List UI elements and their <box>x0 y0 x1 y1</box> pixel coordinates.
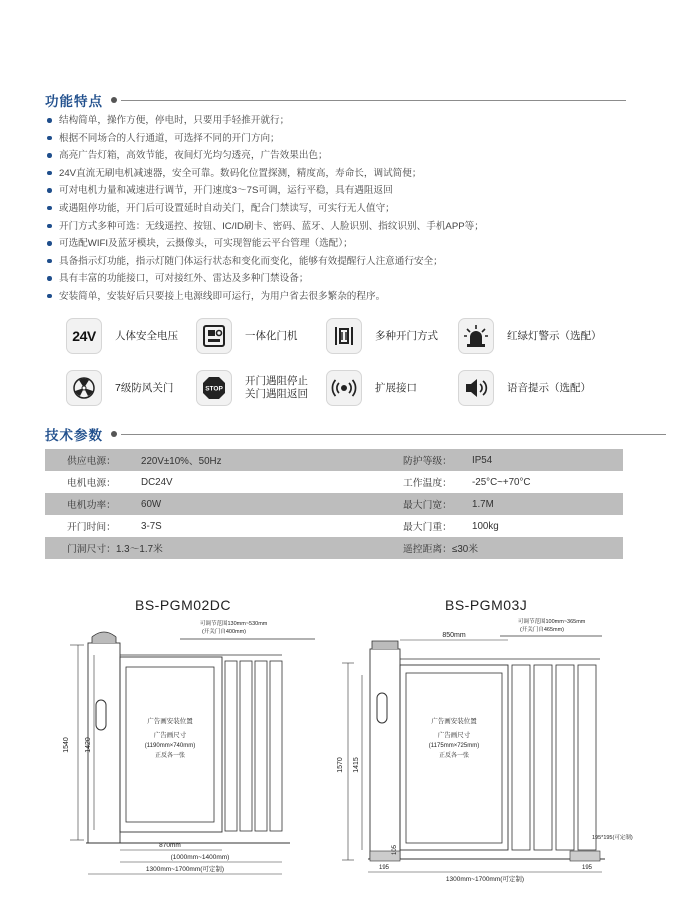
feature-item: 安装简单，安装好后只要接上电源线即可运行，为用户省去很多繁杂的程序。 <box>47 288 647 306</box>
dim-height-outer: 1570 <box>337 757 344 773</box>
svg-text:STOP: STOP <box>205 385 223 393</box>
feature-item: 可对电机力量和减速进行调节，开门速度3～7S可调，运行平稳，具有遇阻返回 <box>47 182 647 200</box>
door-opening-modes-icon <box>326 318 362 354</box>
dim-height-inner: 1415 <box>353 757 360 773</box>
warning-light-icon <box>458 318 494 354</box>
speaker-icon <box>458 370 494 406</box>
feature-label: 语音提示（选配） <box>507 381 591 394</box>
feature-label: 7级防风关门 <box>115 381 174 394</box>
feature-label: 扩展接口 <box>375 381 417 394</box>
feature-item: 具有丰富的功能接口，可对接红外、雷达及多种门禁设备； <box>47 270 647 288</box>
stop-sign-icon <box>196 370 232 406</box>
panel-line-2: 广告画尺寸 <box>153 732 187 739</box>
panel-line-3: (1190mm×740mm) <box>144 743 196 749</box>
model-title-left: BS-PGM02DC <box>135 597 232 613</box>
spec-value: 1.7M <box>472 498 494 510</box>
feature-item: 或遇阻停功能，开门后可设置延时自动关门，配合门禁读写，可实行无人值守； <box>47 200 647 218</box>
features-header <box>45 89 630 111</box>
feature-item: 根据不同场合的人行通道，可选择不同的开门方向； <box>47 130 647 148</box>
feature-speaker <box>458 368 591 408</box>
dim-total: 1300mm~1700mm(可定制) <box>145 866 225 873</box>
spec-row <box>45 449 623 471</box>
spec-label: 供应电源： <box>67 456 116 467</box>
feature-24v <box>66 316 178 356</box>
panel-line-4: 正反各一张 <box>154 753 186 759</box>
spec-value: DC24V <box>141 476 173 488</box>
spec-value: -25°C~+70°C <box>472 476 531 488</box>
spec-label: 开门时间： <box>67 522 116 533</box>
wind-resistance-icon <box>66 370 102 406</box>
dim-195: 195 <box>379 865 390 871</box>
feature-integrated <box>196 316 298 356</box>
dim-height-outer: 1540 <box>63 737 70 753</box>
spec-label: 电机电源： <box>67 478 116 489</box>
heading-rule <box>121 100 626 101</box>
features-heading: 功能特点 <box>45 94 103 109</box>
dim-range: (1000mm~1400mm) <box>170 854 230 861</box>
feature-label: 开门遇阻停止 关门遇阻返回 <box>245 375 308 400</box>
dim-height-inner: 1420 <box>85 737 92 753</box>
spec-table <box>45 449 623 559</box>
spec-label: 最大门重： <box>403 522 452 533</box>
spec-row <box>45 493 623 515</box>
heading-dot <box>111 97 117 103</box>
spec-value: 100kg <box>472 520 499 532</box>
feature-item: 具备指示灯功能，指示灯随门体运行状态和变化而变化，能够有效提醒行人注意通行安全； <box>47 253 647 271</box>
feature-item: 24V直流无刷电机减速器，安全可靠。数码化位置探测，精度高，寿命长，调试简便； <box>47 165 647 183</box>
adjust-note-2: (开关门自400mm) <box>202 629 247 635</box>
spec-label: 遥控距离：≤30米 <box>403 544 479 555</box>
panel-line-1: 广告画安装位置 <box>431 718 477 725</box>
spec-label: 电机功率： <box>67 500 116 511</box>
feature-interface <box>326 368 417 408</box>
feature-item: 高亮广告灯箱，高效节能，夜间灯光均匀透亮，广告效果出色； <box>47 147 647 165</box>
expansion-interface-icon <box>326 370 362 406</box>
dim-total: 1300mm~1700mm(可定制) <box>445 876 525 883</box>
left-gate-drawing <box>50 615 325 885</box>
feature-item: 结构简单，操作方便，停电时，只要用手轻推开就行； <box>47 112 647 130</box>
spec-value: IP54 <box>472 454 493 466</box>
adjust-note: 可调节范围130mm~530mm <box>200 621 268 627</box>
panel-line-3: (1175mm×725mm) <box>428 743 480 749</box>
heading-rule <box>121 434 666 435</box>
spec-row <box>45 537 623 559</box>
spec-value: 3-7S <box>141 520 162 532</box>
spec-row <box>45 471 623 493</box>
model-title-right: BS-PGM03J <box>445 597 528 613</box>
integrated-machine-icon <box>196 318 232 354</box>
feature-label: 一体化门机 <box>245 329 298 342</box>
dim-105: 105 <box>392 844 398 855</box>
panel-line-1: 广告画安装位置 <box>147 718 193 725</box>
dim-850: 850mm <box>442 632 466 639</box>
feature-label: 多种开门方式 <box>375 329 438 342</box>
spec-label: 最大门宽： <box>403 500 452 511</box>
feature-list <box>47 112 647 306</box>
base-note: 195*195(可定制) <box>592 835 633 841</box>
feature-label: 红绿灯警示（选配） <box>507 329 602 342</box>
panel-line-4: 正反各一张 <box>438 753 470 759</box>
specs-heading: 技术参数 <box>45 428 103 443</box>
feature-stop <box>196 368 308 408</box>
feature-wind <box>66 368 173 408</box>
feature-warning-light <box>458 316 602 356</box>
adjust-note-2: (开关门自465mm) <box>520 627 565 633</box>
dim-870: 870mm <box>159 842 181 849</box>
spec-value: 60W <box>141 498 162 510</box>
feature-item: 开门方式多种可选：无线遥控、按钮、IC/ID刷卡、密码、蓝牙、人脸识别、指纹识别、手机APP等； <box>47 218 647 236</box>
24v-icon: 24V <box>66 318 102 354</box>
spec-row <box>45 515 623 537</box>
specs-header <box>45 423 630 445</box>
panel-line-2: 广告画尺寸 <box>437 732 471 739</box>
spec-label: 工作温度： <box>403 478 452 489</box>
feature-label: 人体安全电压 <box>115 329 178 342</box>
heading-dot <box>111 431 117 437</box>
feature-item: 可选配WIFI及蓝牙模块，云摄像头，可实现智能云平台管理（选配）； <box>47 235 647 253</box>
spec-label: 门洞尺寸：1.3～1.7米 <box>67 544 163 555</box>
adjust-note: 可调节范围100mm~365mm <box>518 619 586 625</box>
dim-195-right: 195 <box>582 865 593 871</box>
spec-label: 防护等级： <box>403 456 452 467</box>
right-gate-drawing <box>330 615 670 885</box>
spec-value: 220V±10%、50Hz <box>141 456 222 467</box>
feature-modes <box>326 316 438 356</box>
